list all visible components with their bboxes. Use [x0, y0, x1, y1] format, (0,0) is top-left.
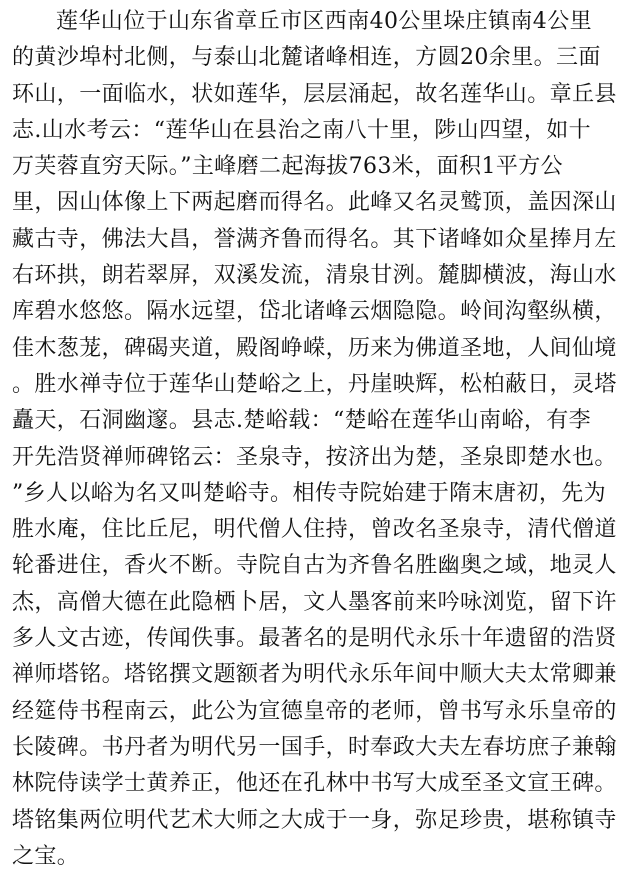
text-line: 开先浩贤禅师碑铭云：圣泉寺，按济出为楚，圣泉即楚水也。: [12, 444, 617, 470]
text-line: 万芙蓉直穷天际。”主峰磨二起海拔763米，面积1平方公: [12, 154, 564, 180]
text-line: ”乡人以峪为名又叫楚峪寺。相传寺院始建于隋末唐初，先为: [12, 480, 607, 506]
text-line: 志.山水考云：“莲华山在县治之南八十里，陟山四望，如十: [12, 117, 592, 143]
text-line: 右环拱，朗若翠屏，双溪发流，清泉甘洌。麓脚横波，海山水: [12, 263, 617, 289]
text-line: 之宝。: [12, 843, 80, 869]
text-line: 。胜水禅寺位于莲华山楚峪之上，丹崖映辉，松柏蔽日，灵塔: [12, 371, 617, 397]
text-line: 莲华山位于山东省章丘市区西南40公里垛庄镇南4公里: [56, 9, 592, 34]
text-line: 环山，一面临水，状如莲华，层层涌起，故名莲华山。章丘县: [12, 81, 617, 107]
text-line: 塔铭集两位明代艺术大师之大成于一身，弥足珍贵，堪称镇寺: [12, 807, 617, 833]
text-line: 轮番进住，香火不断。寺院自古为齐鲁名胜幽奥之域，地灵人: [12, 553, 617, 579]
text-line: 林院侍读学士黄养正，他还在孔林中书写大成至圣文宣王碑。: [12, 771, 617, 797]
text-line: 杰，高僧大德在此隐栖卜居，文人墨客前来吟咏浏览，留下许: [12, 589, 617, 615]
text-line: 矗天，石洞幽邃。县志.楚峪载：“楚峪在莲华山南峪，有李: [12, 408, 592, 434]
text-line: 库碧水悠悠。隔水远望，岱北诸峰云烟隐隐。岭间沟壑纵横，: [12, 299, 617, 325]
text-line: 长陵碑。书丹者为明代另一国手，时奉政大夫左春坊庶子兼翰: [12, 734, 617, 760]
text-line: 藏古寺，佛法大昌，誉满齐鲁而得名。其下诸峰如众星捧月左: [12, 226, 617, 252]
text-line: 胜水庵，住比丘尼，明代僧人住持，曾改名圣泉寺，清代僧道: [12, 517, 617, 543]
text-line: 里，因山体像上下两起磨而得名。此峰又名灵鹫顶，盖因深山: [12, 190, 617, 216]
text-line: 经筵侍书程南云，此公为宣德皇帝的老师，曾书写永乐皇帝的: [12, 698, 617, 724]
text-line: 的黄沙埠村北侧，与泰山北麓诸峰相连，方圆20余里。三面: [12, 45, 601, 71]
text-line: 多人文古迹，传闻佚事。最著名的是明代永乐十年遗留的浩贤: [12, 626, 617, 652]
text-line: 佳木葱茏，碑碣夹道，殿阁峥嵘，历来为佛道圣地，人间仙境: [12, 335, 617, 361]
text-line: 禅师塔铭。塔铭撰文题额者为明代永乐年间中顺大夫太常卿兼: [12, 662, 617, 688]
